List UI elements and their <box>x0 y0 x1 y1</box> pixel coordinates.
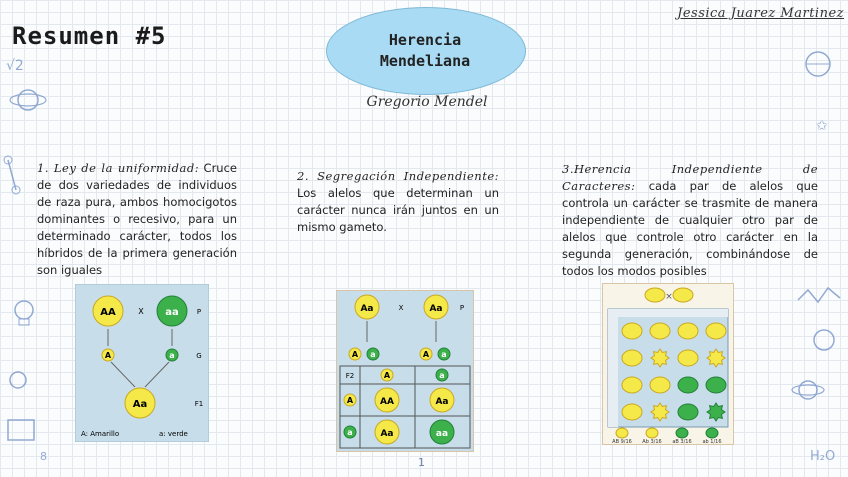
ratio-label: aB 3/16 <box>672 439 692 445</box>
doodle-formula: √2 <box>6 58 24 74</box>
cross-symbol: X <box>138 307 144 316</box>
col-header: A <box>383 371 391 380</box>
cross-symbol: × <box>665 292 673 302</box>
lightbulb-icon <box>15 301 33 319</box>
column-body: cada par de alelos que controla un carácter se trasmite de manera independiente de cualquier otro par de alelos que controle otro carácter en la segunda generación, combinándose de todos los modos posibles <box>562 179 818 278</box>
row-label: G <box>196 352 202 360</box>
pea-cell <box>622 350 642 366</box>
ratio-label: Ab 3/16 <box>642 439 662 445</box>
page-number: 1 <box>418 456 425 469</box>
ratio-pea <box>646 428 658 438</box>
diagram-herencia-independiente <box>602 283 734 445</box>
genotype-label: Aa <box>132 399 148 410</box>
gamete-label: a <box>370 350 376 359</box>
gamete-label: A <box>422 350 430 359</box>
cross-symbol: X <box>398 304 404 312</box>
parent-pea <box>673 288 693 302</box>
star-icon: ✩ <box>816 118 828 134</box>
pea-cell <box>678 350 698 366</box>
legend-green: a: verde <box>159 430 188 438</box>
column-body: Cruce de dos variedades de individuos de raza pura, ambos homocigotos dominantes o recesivo, para un determinado carácter, todos los híbridos de la primera generación son iguales <box>37 161 237 277</box>
zigzag-doodle <box>798 288 840 302</box>
pea-cell <box>622 404 642 420</box>
row-label: P <box>459 304 465 312</box>
row-label: P <box>196 308 202 316</box>
brain-icon <box>814 330 834 350</box>
pea-cell <box>707 403 725 421</box>
row-header: a <box>347 428 353 437</box>
atom-icon <box>799 381 817 399</box>
doodle-number: 8 <box>40 450 47 463</box>
punnett-cell: aa <box>435 429 449 439</box>
diagram-uniformidad <box>75 284 209 442</box>
author-name: Jessica Juarez Martinez <box>677 6 844 21</box>
pea-cell <box>678 377 698 393</box>
col-header: a <box>439 371 445 380</box>
parent-pea <box>645 288 665 302</box>
main-heading-line-1: Herencia <box>388 31 462 49</box>
punnett-cell: AA <box>380 397 394 407</box>
summary-title: Resumen #5 <box>12 22 167 50</box>
molecule-icon <box>8 160 16 190</box>
column-heading: 3.Herencia Independiente de Caracteres: <box>562 162 818 193</box>
column-heading: 1. Ley de la uniformidad: <box>37 161 200 175</box>
pea-cell <box>650 377 670 393</box>
punnett-cell: Aa <box>435 397 449 407</box>
pea-cell <box>650 323 670 339</box>
column-segregacion <box>297 168 499 236</box>
genotype-label: Aa <box>360 304 374 314</box>
pea-cell <box>707 349 725 367</box>
genotype-label: aa <box>165 307 179 318</box>
diagram-segregacion <box>336 290 474 452</box>
pea-cell <box>678 323 698 339</box>
doodle-formula: H₂O <box>810 449 836 464</box>
ratio-pea <box>706 428 718 438</box>
ratio-label: AB 9/16 <box>612 439 632 445</box>
pea-cell <box>706 377 726 393</box>
subtitle: Gregorio Mendel <box>366 94 488 110</box>
genotype-label: AA <box>100 307 116 318</box>
genotype-label: Aa <box>429 304 443 314</box>
gamete-label: a <box>169 351 175 360</box>
column-body: Los alelos que determinan un carácter nunca irán juntos en un mismo gameto. <box>297 186 499 234</box>
ratio-pea <box>676 428 688 438</box>
pea-cell <box>651 349 669 367</box>
column-uniformidad <box>37 160 237 279</box>
column-heading: 2. Segregación Independiente: <box>297 169 499 183</box>
doodle-margin-left <box>0 40 60 470</box>
main-heading-line-2: Mendeliana <box>379 52 471 70</box>
legend-yellow: A: Amarillo <box>81 430 120 438</box>
gear-icon <box>10 372 26 388</box>
ratio-label: ab 1/16 <box>702 439 722 445</box>
doodle-margin-right <box>788 40 848 470</box>
pea-cell <box>678 404 698 420</box>
punnett-cell: Aa <box>380 429 394 439</box>
pea-cell <box>622 377 642 393</box>
atom-icon <box>18 90 38 110</box>
column-herencia <box>562 161 818 280</box>
gamete-label: A <box>351 350 359 359</box>
pea-cell <box>651 403 669 421</box>
main-heading <box>326 30 524 72</box>
row-label: F1 <box>194 400 204 408</box>
gamete-label: a <box>441 350 447 359</box>
grid-label: F2 <box>345 372 355 380</box>
pea-cell <box>706 323 726 339</box>
pea-cell <box>622 323 642 339</box>
calculator-icon <box>8 420 34 440</box>
gamete-label: A <box>104 351 112 360</box>
ratio-pea <box>616 428 628 438</box>
row-header: A <box>346 396 354 405</box>
